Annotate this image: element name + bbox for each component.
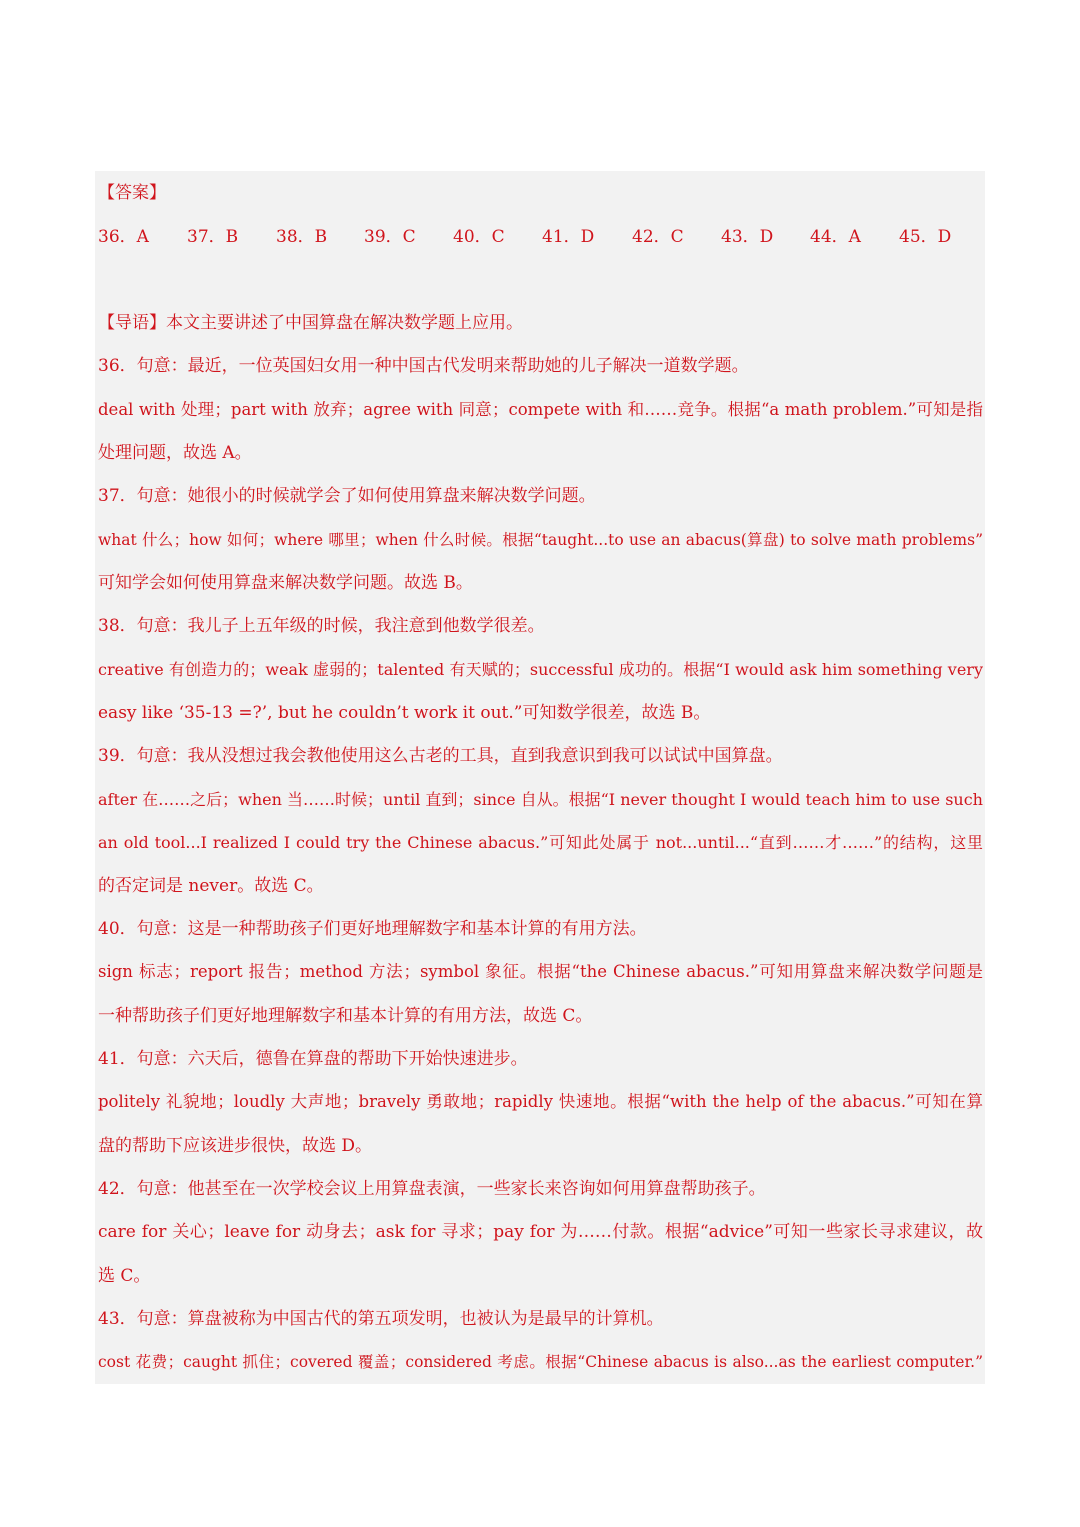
answer-item: 40．C — [453, 227, 505, 247]
answer-item: 39．C — [364, 227, 416, 247]
explanation-line: 选 C。 — [98, 1266, 151, 1286]
question-meaning: 38．句意：我儿子上五年级的时候，我注意到他数学很差。 — [98, 616, 545, 636]
answer-item: 37．B — [187, 227, 239, 247]
explanation-line: deal with 处理；part with 放弃；agree with 同意；compete with 和……竞争。根据“a math problem.”可知是指 — [98, 400, 983, 419]
answer-key-panel — [95, 171, 985, 1384]
question-meaning: 43．句意：算盘被称为中国古代的第五项发明，也被认为是最早的计算机。 — [98, 1309, 664, 1329]
answer-item: 38．B — [276, 227, 328, 247]
explanation-line: 的否定词是 never。故选 C。 — [98, 876, 324, 896]
explanation-line: sign 标志；report 报告；method 方法；symbol 象征。根据“the Chinese abacus.”可知用算盘来解决数学问题是 — [98, 962, 983, 981]
question-meaning: 42．句意：他甚至在一次学校会议上用算盘表演，一些家长来咨询如何用算盘帮助孩子。 — [98, 1179, 766, 1199]
explanation-line: 盘的帮助下应该进步很快，故选 D。 — [98, 1136, 373, 1156]
explanation-line: creative 有创造力的；weak 虚弱的；talented 有天赋的；successful 成功的。根据“I would ask him something very — [98, 660, 983, 679]
answer-item: 43．D — [721, 227, 774, 247]
explanation-line: 可知学会如何使用算盘来解决数学问题。故选 B。 — [98, 573, 473, 593]
explanation-line: 一种帮助孩子们更好地理解数字和基本计算的有用方法，故选 C。 — [98, 1006, 593, 1026]
answer-item: 42．C — [632, 227, 684, 247]
explanation-line: care for 关心；leave for 动身去；ask for 寻求；pay for 为……付款。根据“advice”可知一些家长寻求建议，故 — [98, 1222, 983, 1242]
question-meaning: 37．句意：她很小的时候就学会了如何使用算盘来解决数学问题。 — [98, 486, 596, 506]
answer-item: 45．D — [899, 227, 952, 247]
question-meaning: 36．句意：最近，一位英国妇女用一种中国古代发明来帮助她的儿子解决一道数学题。 — [98, 356, 749, 376]
question-meaning: 39．句意：我从没想过我会教他使用这么古老的工具，直到我意识到我可以试试中国算盘。 — [98, 746, 783, 766]
answer-item: 41．D — [542, 227, 595, 247]
answer-heading: 【答案】 — [98, 183, 166, 203]
intro-line: 【导语】本文主要讲述了中国算盘在解决数学题上应用。 — [98, 313, 523, 333]
explanation-line: an old tool...I realized I could try the Chinese abacus.”可知此处属于 not...until...“直到……才……”的结构，这里 — [98, 833, 983, 852]
explanation-line: politely 礼貌地；loudly 大声地；bravely 勇敢地；rapidly 快速地。根据“with the help of the abacus.”可知在算 — [98, 1092, 983, 1111]
answer-item: 36．A — [98, 227, 149, 247]
question-meaning: 40．句意：这是一种帮助孩子们更好地理解数字和基本计算的有用方法。 — [98, 919, 647, 939]
explanation-line: 处理问题，故选 A。 — [98, 443, 252, 463]
explanation-line: after 在……之后；when 当……时候；until 直到；since 自从。根据“I never thought I would teach him to use such — [98, 790, 983, 809]
question-meaning: 41．句意：六天后，德鲁在算盘的帮助下开始快速进步。 — [98, 1049, 528, 1069]
explanation-line: what 什么；how 如何；where 哪里；when 什么时候。根据“taught...to use an abacus(算盘) to solve math problems” — [98, 531, 983, 549]
explanation-line: easy like ‘35-13 =?’, but he couldn’t work it out.”可知数学很差，故选 B。 — [98, 703, 711, 723]
explanation-line: cost 花费；caught 抓住；covered 覆盖；considered 考虑。根据“Chinese abacus is also...as the earliest computer.” — [98, 1353, 983, 1371]
answer-item: 44．A — [810, 227, 861, 247]
